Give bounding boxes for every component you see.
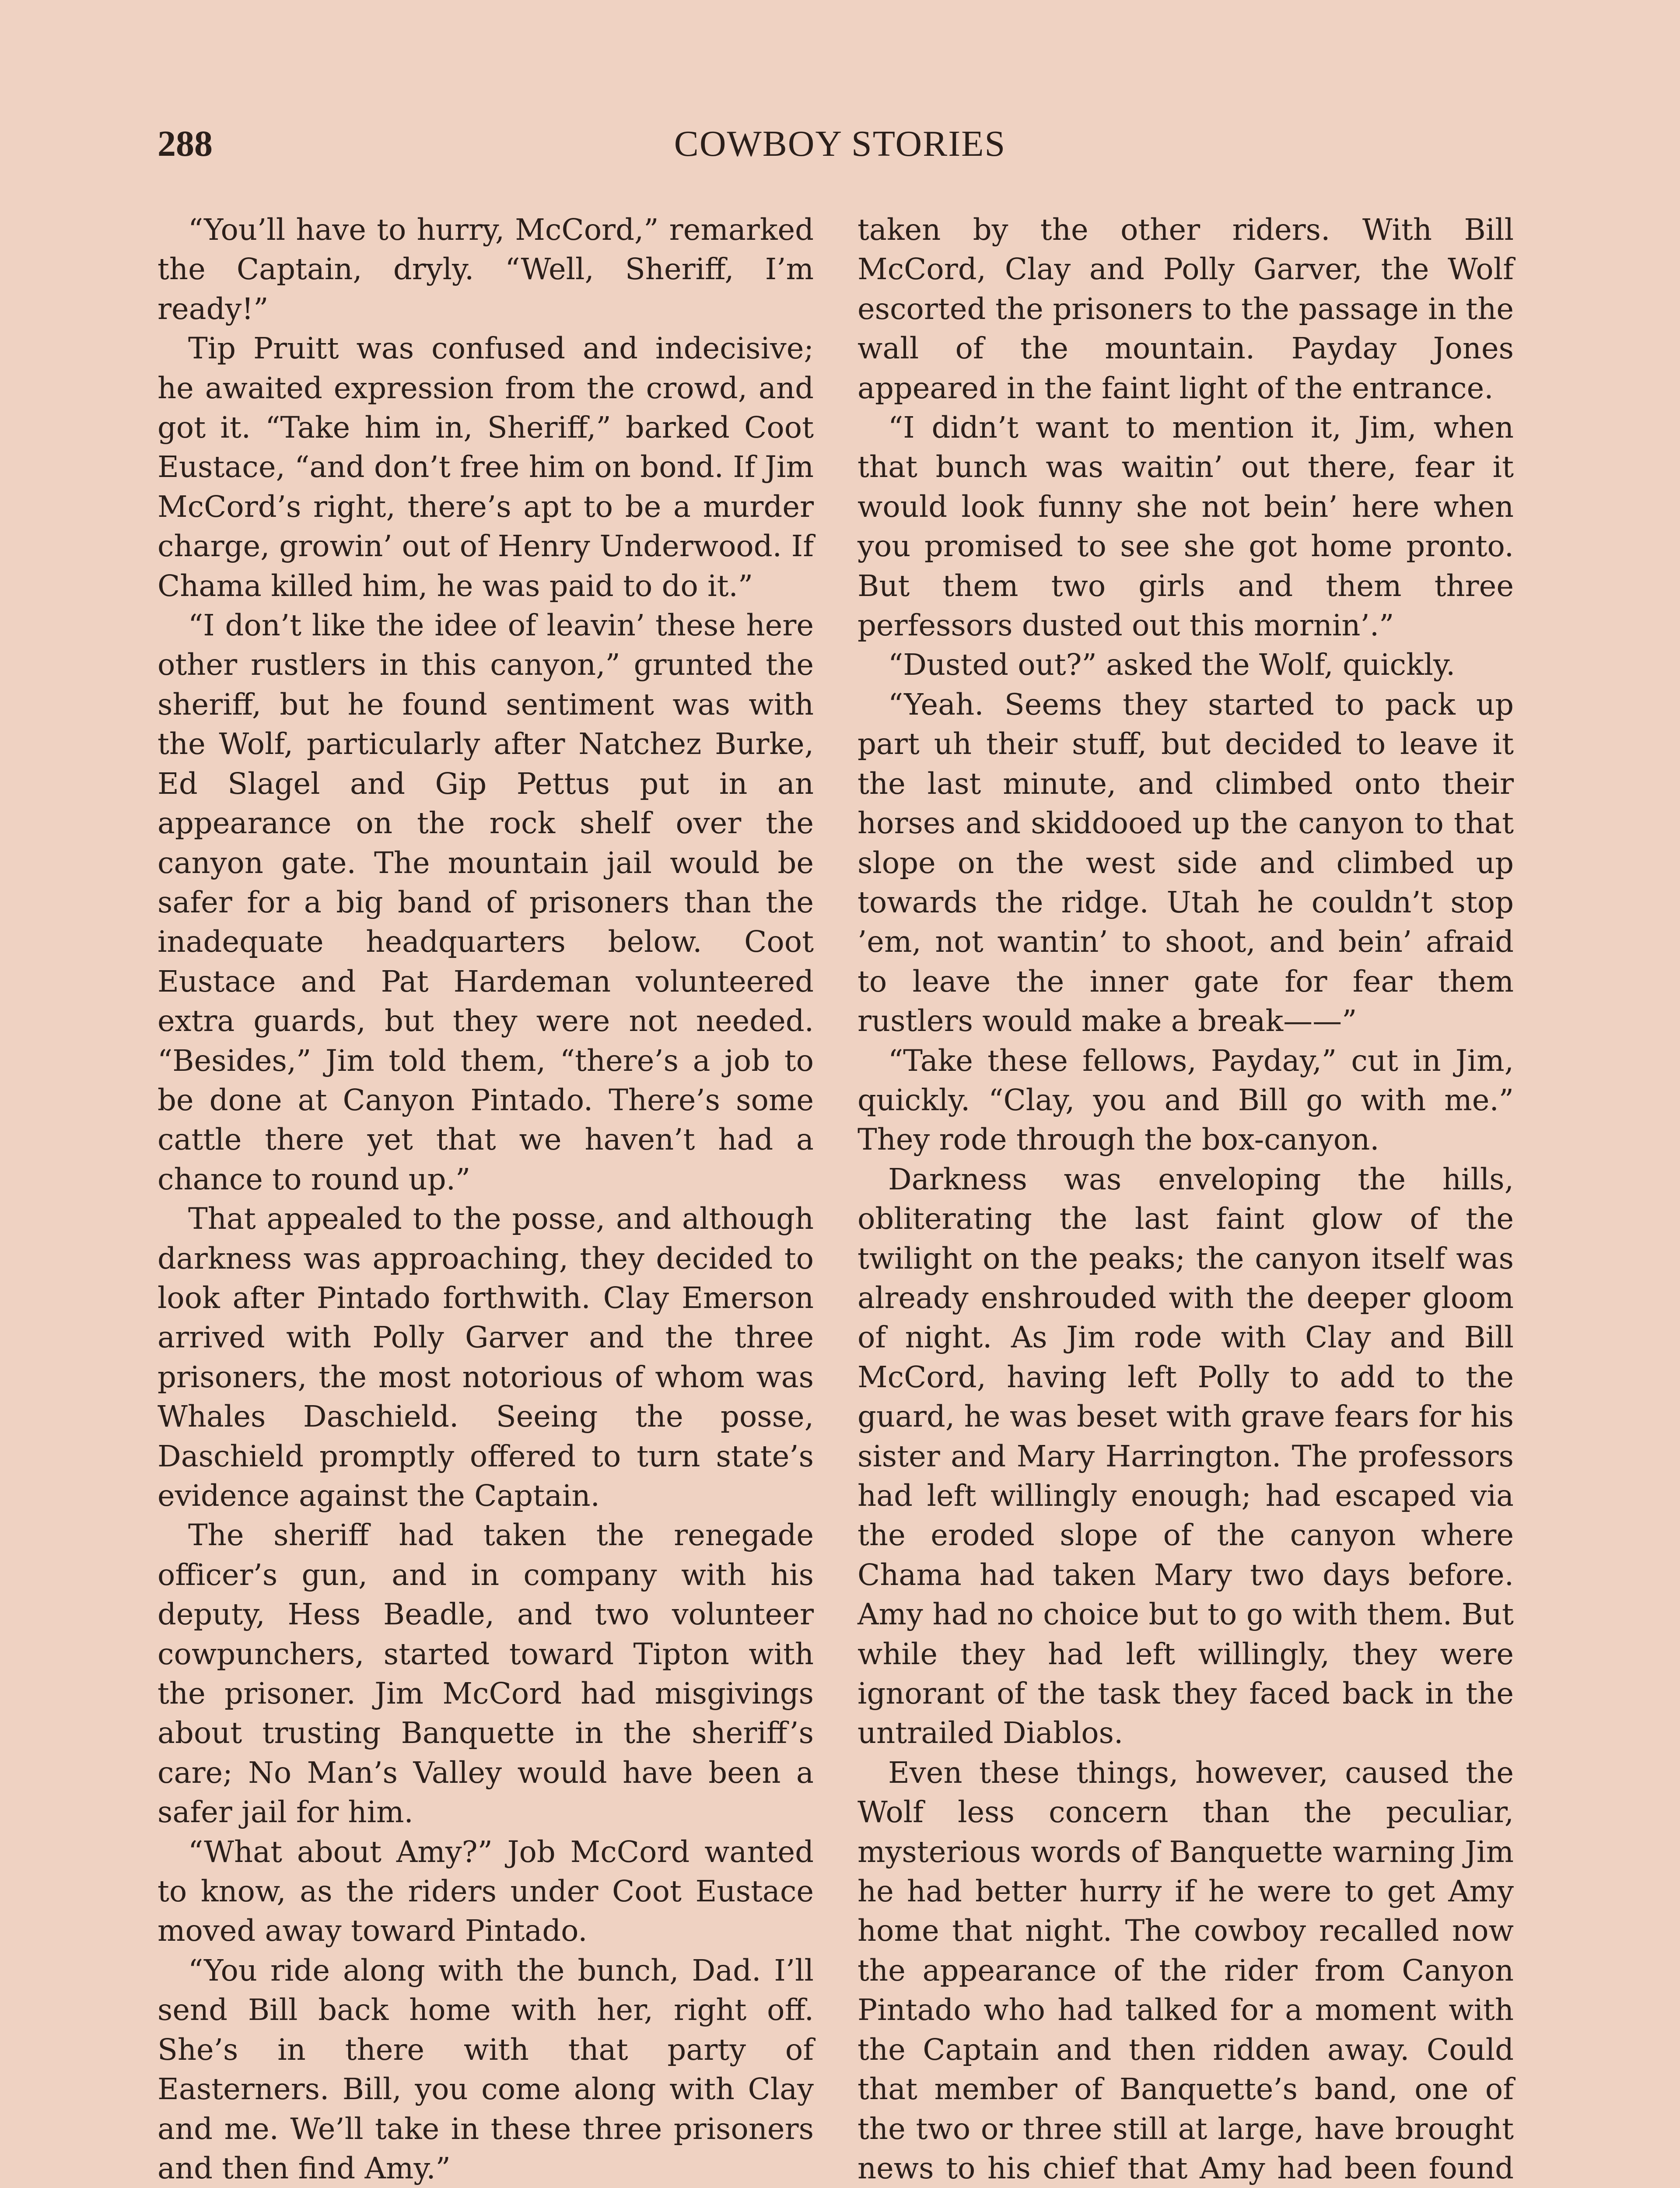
paragraph: “You ride along with the bunch, Dad. I’ll send Bill back home with her, right off. She’s in there with that party of Easterners. Bill, you come along with Clay and me. We’ll take in these three prisoners and then find Amy.”	[158, 1953, 814, 2185]
paragraph: The sheriff had taken the renegade officer’s gun, and in company with his deputy, Hess Beadle, and two volunteer cowpunchers, started toward Tipton with the prisoner. Jim McCord had misgivings about trusting Banquette in the sheriff’s care; No Man’s Valley would have been a safer jail for him.	[158, 1518, 814, 1830]
paragraph: “Take these fellows, Payday,” cut in Jim, quickly. “Clay, you and Bill go with me.” They rode through the box-canyon.	[858, 1043, 1514, 1157]
paragraph: “You’ll have to hurry, McCord,” remarked the Captain, dryly. “Well, Sheriff, I’m ready!”	[158, 213, 814, 326]
paragraph: Even these things, however, caused the Wolf less concern than the peculiar, mysterious words of Banquette warning Jim he had better hurry if he were to get Amy home that night. The cowboy recalled now the appearance of the rider from Canyon Pintado who had talked for a moment with the Captain and then ridden away. Could that member of Banquette’s band, one of the two or three still at large, have brought news to his chief that Amy had been found	[858, 1755, 1514, 2185]
paragraph: taken by the other riders. With Bill McCord, Clay and Polly Garver, the Wolf escorted the prisoners to the passage in the wall of the mountain. Payday Jones appeared in the faint light of the entrance.	[858, 213, 1514, 405]
paragraph: “Yeah. Seems they started to pack up part uh their stuff, but decided to leave it the last minute, and climbed onto their horses and skiddooed up the canyon to that slope on the west side and climbed up towards the ridge. Utah he couldn’t stop ’em, not wantin’ to shoot, and bein’ afraid to leave the inner gate for fear them rustlers would make a break——”	[858, 687, 1514, 1038]
left-column	[158, 210, 814, 2188]
paragraph: “What about Amy?” Job McCord wanted to know, as the riders under Coot Eustace moved away toward Pintado.	[158, 1834, 814, 1948]
magazine-title: COWBOY STORIES	[674, 123, 1006, 164]
right-column	[858, 210, 1514, 2188]
paragraph: Tip Pruitt was confused and indecisive; he awaited expression from the crowd, and got it. “Take him in, Sheriff,” barked Coot Eustace, “and don’t free him on bond. If Jim McCord’s right, there’s apt to be a murder charge, growin’ out of Henry Underwood. If Chama killed him, he was paid to do it.”	[158, 331, 814, 603]
paragraph: “I didn’t want to mention it, Jim, when that bunch was waitin’ out there, fear it would look funny she not bein’ here when you promised to see she got home pronto. But them two girls and them three perfessors dusted out this mornin’.”	[858, 410, 1514, 643]
page-header	[158, 123, 1522, 184]
page-number: 288	[158, 123, 213, 164]
paragraph: “Dusted out?” asked the Wolf, quickly.	[888, 648, 1456, 682]
paragraph: “I don’t like the idee of leavin’ these here other rustlers in this canyon,” grunted the sheriff, but he found sentiment was with the Wolf, particularly after Natchez Burke, Ed Slagel and Gip Pettus put in an appearance on the rock shelf over the canyon gate. The mountain jail would be safer for a big band of prisoners than the inadequate headquarters below. Coot Eustace and Pat Hardeman volunteered extra guards, but they were not needed. “Besides,” Jim told them, “there’s a job to be done at Canyon Pintado. There’s some cattle there yet that we haven’t had a chance to round up.”	[158, 608, 814, 1196]
paragraph: That appealed to the posse, and although darkness was approaching, they decided to look after Pintado forthwith. Clay Emerson arrived with Polly Garver and the three prisoners, the most notorious of whom was Whales Daschield. Seeing the posse, Daschield promptly offered to turn state’s evidence against the Captain.	[158, 1202, 814, 1513]
paragraph: Darkness was enveloping the hills, obliterating the last faint glow of the twilight on the peaks; the canyon itself was already enshrouded with the deeper gloom of night. As Jim rode with Clay and Bill McCord, having left Polly to add to the guard, he was beset with grave fears for his sister and Mary Harrington. The professors had left willingly enough; had escaped via the eroded slope of the canyon where Chama had taken Mary two days before. Amy had no choice but to go with them. But while they had left willingly, they were ignorant of the task they faced back in the untrailed Diablos.	[858, 1162, 1514, 1750]
